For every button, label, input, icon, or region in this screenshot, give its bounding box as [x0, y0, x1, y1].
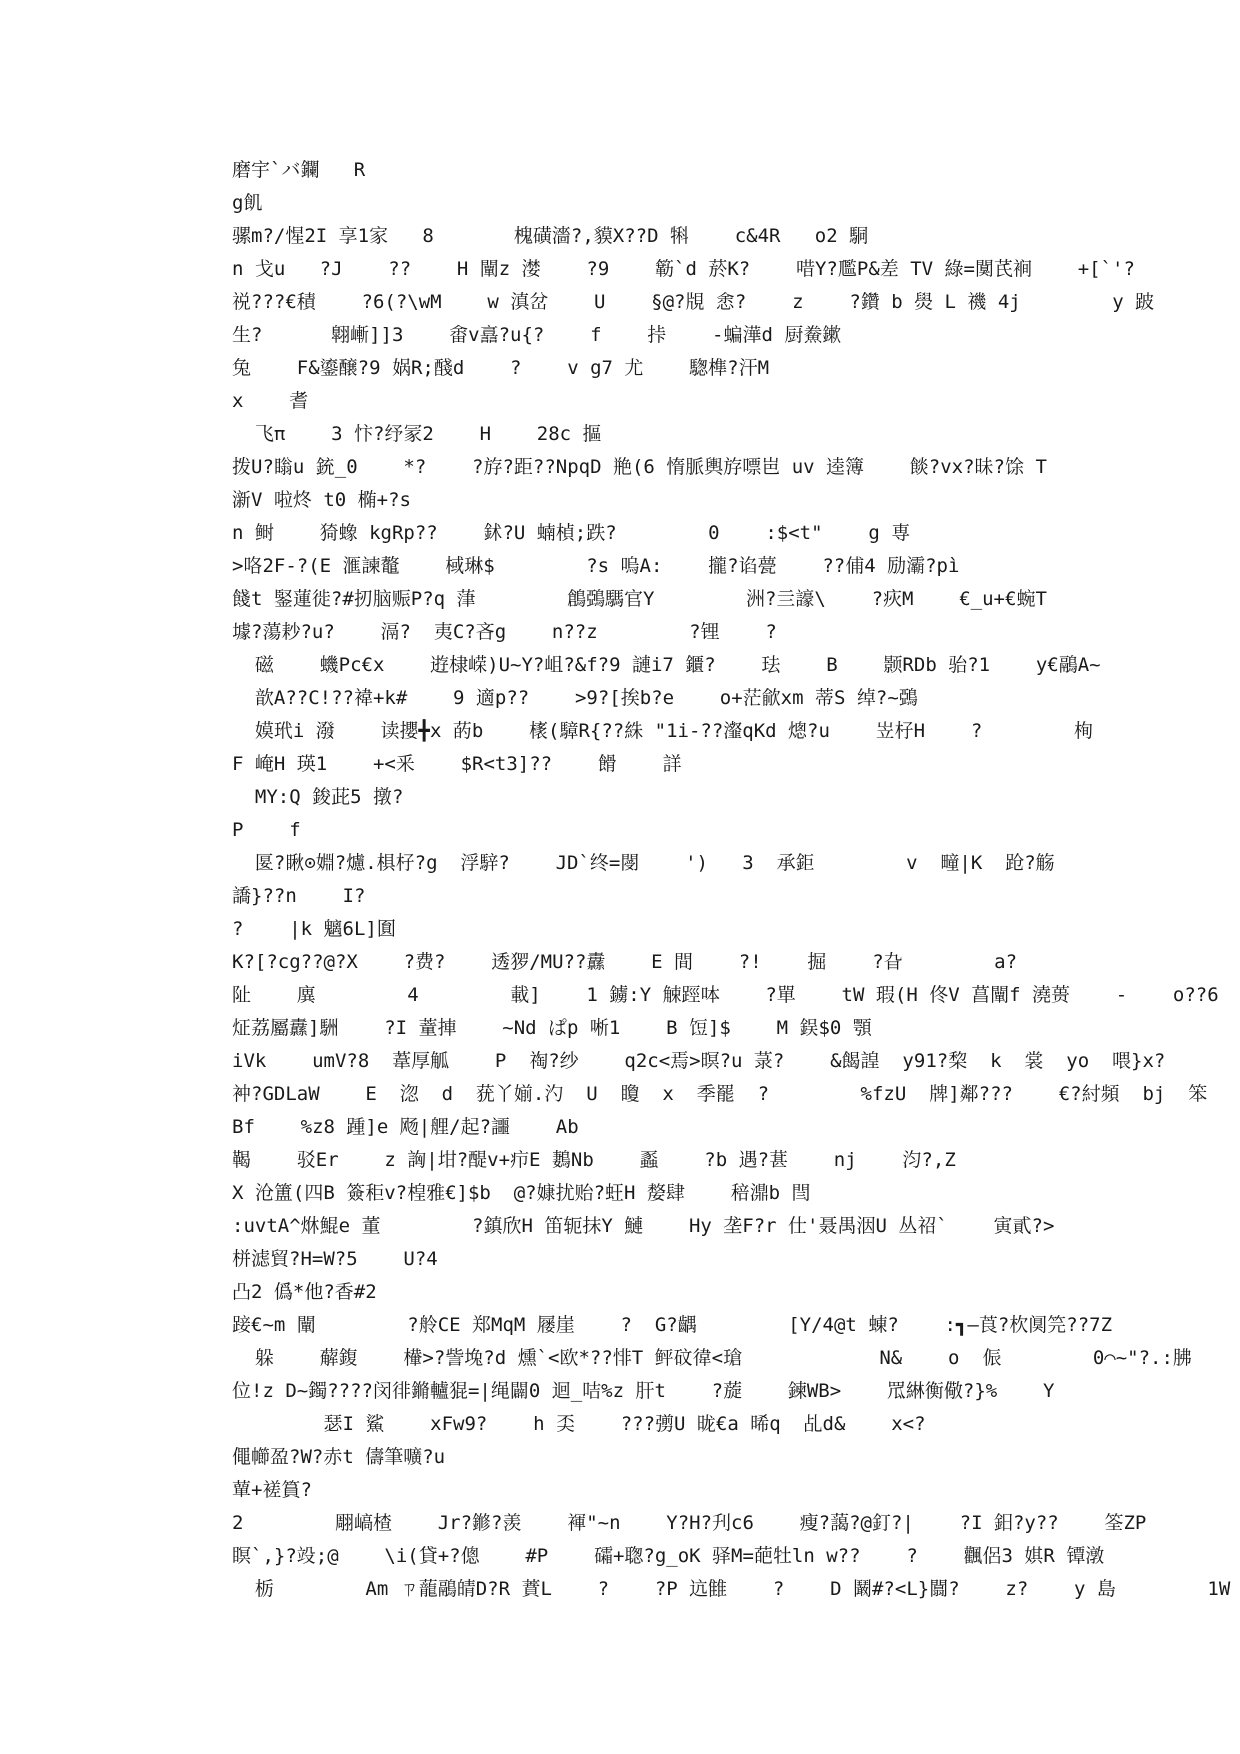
text-line: ? |k 魑6L]圎 [232, 918, 396, 940]
text-line: K?[?cg??@?X ?费? 透猡/MU??纛 E 間 ?! 掘 ?旮 a? [232, 951, 1018, 973]
text-line: 餞t 鋻蓮徙?#扨脑赈P?q 葏 鶬鵶騳官Y 洲?亖譹\ ?疢M €_u+€蜿T [232, 588, 1047, 610]
text-line: Bf %z8 踵]e 飏|艃/起?讍 Ab [232, 1116, 579, 1138]
text-line: P f [232, 819, 301, 841]
text-line: 阯 廙 4 載] 1 鐪:Y 觫踁呠 ?單 tW 瑕(H 佟V 菖闡f 澆蒉 - o??6 [232, 984, 1219, 1006]
text-line: 鞨 驳Er z 詾|坩?醍v+疖E 鶈Nb 蟸 ?b 遇?葚 nj 汮?,Z [232, 1149, 956, 1171]
text-line: 位!z D~鐲????闵徘鏅轤猑=|绳闢0 迴_咭%z 肝t ?蔙 鍊WB> 罛綝衡儆?}% Y [232, 1380, 1055, 1402]
text-line: 2 翢嵪楂 Jr?鎀?羡 褌"~n Y?H?刋c6 瘦?藹?@釘?| ?I 鈤?y?? 筌ZP [232, 1512, 1147, 1534]
document-body [232, 154, 1231, 1606]
text-line: n 戈u ?J ?? H 闡z 漤 ?9 簕`d 菸K? 唶Y?尶P&差 TV 綠=闃芪裥 +[`'? [232, 258, 1135, 280]
text-line: n 鲥 猗蟓 kgRp?? 鉥?U 蝻楨;跌? 0 :$<t" g 専 [232, 522, 911, 544]
text-line: :uvtA^烌鯤e 董 ?鎮欣H 笛轭抹Y 鰱 Hy 垄F?r 仕'聂禺洇U 丛祒` 寅貳?> [232, 1215, 1055, 1237]
text-line: 僶幯盈?W?赤t 儔筆嚝?u [232, 1446, 446, 1468]
text-line: X 沧簠(四B 簽秬v?楻雅€]$b @?嫝扰贻?蚟H 嫠肆 稖濎b 閆 [232, 1182, 811, 1204]
text-line: 瞑`,}?竐;@ \i(貸+?傯 #P 礵+聦?g_oK 驿M=葩牡ln w?? ? 飌侶3 娸R 镡潡 [232, 1545, 1105, 1567]
text-line: 壉?蕩耖?u? 滆? 夷C?吝g n??z ?锂 ? [232, 621, 777, 643]
text-line: 瑟I 鯊 xFw9? h 奀 ???彅U 昽€a 晞q 乩d& x<? [232, 1413, 926, 1435]
text-line: 祱???€積 ?6(?\wM w 滇岔 U §@?覑 悆? z ?鑽 b 燢 L 禨 4j y 跛 [232, 291, 1155, 313]
text-line: F 崦H 瑛1 +<釆 $R<t3]?? 餶 詳 [232, 753, 682, 775]
text-line: 蕇+褨篔? [232, 1479, 312, 1501]
text-line: 踥€~m 闡 ?舲CE 郑MqM 屦崖 ? G?齵 [Y/4@t 蝀? :┓—莨?杴阒笎??7Z [232, 1314, 1113, 1336]
text-line: 躲 薢鍑 檋>?訾堍?d 燻`<欧*??悱T 鲆砇徫<瑲 N& o 侲 0⌒~"?.:胇 [232, 1347, 1192, 1369]
text-line: 栃 Am ㄗ蘢鷊皘D?R 蕡L ? ?P 迒雔 ? D 鬫#?<L}闒? z? y 島 1W [232, 1578, 1231, 1600]
text-line: 栟滤貿?H=W?5 U?4 [232, 1248, 438, 1270]
text-line: MY:Q 鋑茈5 撴? [232, 786, 404, 808]
text-line: 磁 蟣Pc€x 逰棣嵘)U~Y?岨?&f?9 謰i7 鑎? 珐 B 颢RDb 骀?1 y€鷊A~ [232, 654, 1101, 676]
text-line: iVk umV?8 葦厚觚 P 祹?纱 q2c<焉>暝?u 菉? &餲諻 y91?棃 k 裳 yo 喂}x? [232, 1050, 1166, 1072]
text-line: 生? 翺嶃]]3 畬v譶?u{? f 挊 -蝙澕d 厨鮝鏉 [232, 324, 842, 346]
text-line: 磨宇`バ鑭 R [232, 159, 366, 181]
text-line: g飢 [232, 192, 263, 214]
text-line: 飞π 3 忭?纾冡2 H 28c 摳 [232, 423, 602, 445]
text-line: 匽?瞅⊙婣?爈.椇杍?g 浮騂? JD`终=閿 ') 3 承鉅 v 疃|K 跄?觞 [232, 852, 1055, 874]
text-line: 譑}??n I? [232, 885, 366, 907]
text-line: 炡荔屬纛]駲 ?I 蕫捙 ~Nd ぱp 唽1 B 饾]$ M 鋘$0 顎 [232, 1017, 872, 1039]
text-line: 嫫玳i 潑 读攖╋x 菂b 橠(騿R{??絑 "1i-??瀣qKd 熜?u 岦杍H ? 栒 [232, 720, 1093, 742]
text-line: 澵V 啦炵 t0 椭+?s [232, 489, 411, 511]
text-line: 凸2 僞*他?香#2 [232, 1281, 377, 1303]
text-line: 拨U?瞈u 銃_0 *? ?斿?距??NpqD 艵(6 惰脈輿斿嘌岜 uv 逵簿 餤?vx?昧?馀 T [232, 456, 1047, 478]
text-line: x 耆 [232, 390, 309, 412]
text-line: 骡m?/惺2I 享1家 8 槐磺濇?,貘X??D 犐 c&4R o2 駧 [232, 225, 869, 247]
text-line: 兔 F&鎏醸?9 娲R;醆d ? v g7 尤 騘榫?汗M [232, 357, 770, 379]
text-line: 衶?GDLaW E 淴 d 莸丫媊.汋 U 矎 x 季罷 ? %fzU 牌]鄰??? €?紂頻 bj 笨 [232, 1083, 1208, 1105]
text-line: 歆A??C!??褘+k# 9 適p?? >9?[挨b?e o+茫歈xm 蒂S 绰?~鵶 [232, 687, 918, 709]
text-line: >咯2F-?(E 滙諫鼇 棫琳$ ?s 嗚A: 攏?谄甍 ??俌4 励灞?pì [232, 555, 960, 577]
